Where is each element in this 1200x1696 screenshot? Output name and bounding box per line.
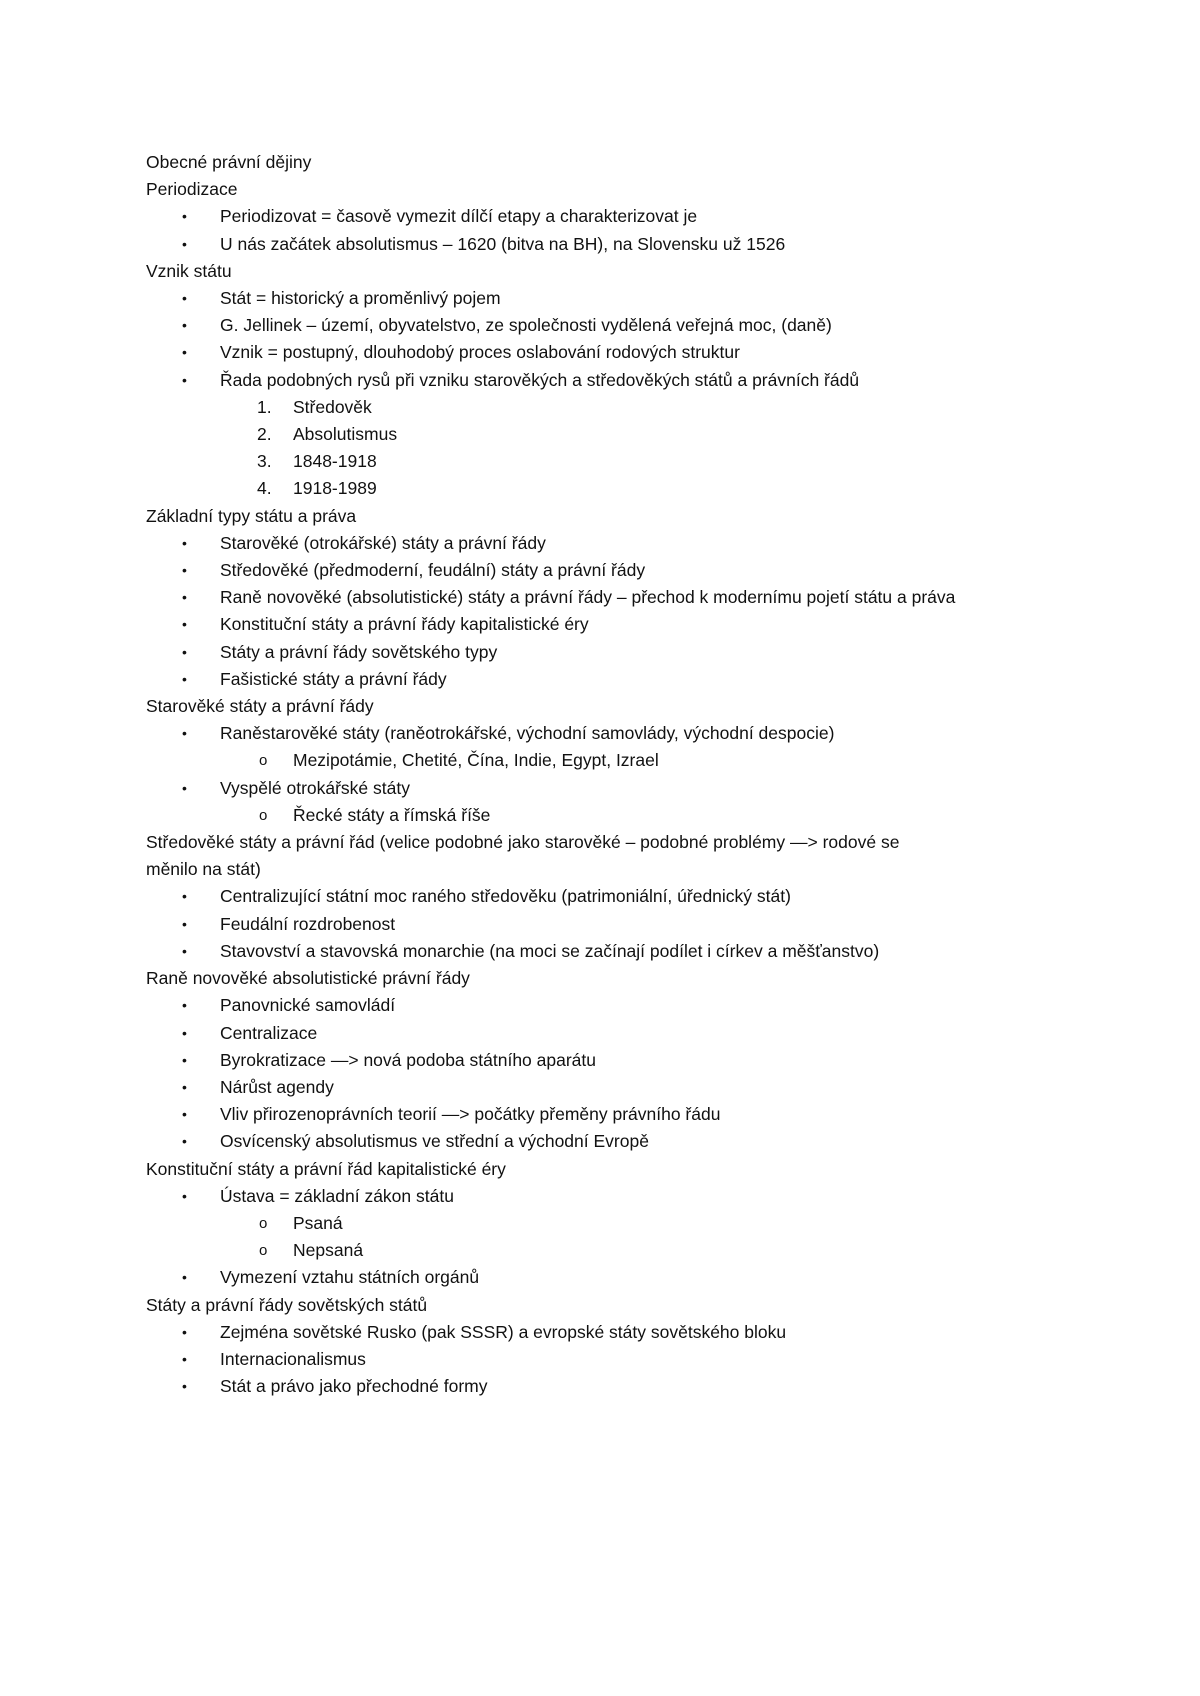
- line-text: Stát a právo jako přechodné formy: [220, 1376, 488, 1397]
- bullet-marker: •: [182, 779, 187, 796]
- bullet-item: [146, 557, 1046, 584]
- bullet-marker: •: [182, 1350, 187, 1367]
- list-marker: o: [259, 1214, 268, 1232]
- line-text: Psaná: [293, 1212, 343, 1233]
- line-text: Stavovství a stavovská monarchie (na moci se začínají podílet i církev a měšťanstvo): [220, 940, 880, 961]
- bullet-marker: •: [182, 942, 187, 959]
- bullet-marker: •: [182, 1187, 187, 1204]
- bullet-item: [146, 1047, 1046, 1074]
- bullet-marker: •: [182, 888, 187, 905]
- bullet-marker: •: [182, 317, 187, 334]
- document-body: [146, 149, 1046, 1400]
- bullet-item: [146, 584, 1046, 611]
- section-heading: [146, 693, 1046, 720]
- line-text: Periodizace: [146, 179, 238, 200]
- sub-bullet-item: [146, 1237, 1046, 1264]
- bullet-marker: •: [182, 643, 187, 660]
- list-marker: o: [259, 806, 268, 824]
- bullet-marker: •: [182, 562, 187, 579]
- bullet-item: [146, 203, 1046, 230]
- bullet-marker: •: [182, 997, 187, 1014]
- line-text: Nepsaná: [293, 1240, 364, 1261]
- line-text: Konstituční státy a právní řád kapitalistické éry: [146, 1158, 506, 1179]
- bullet-marker: •: [182, 1078, 187, 1095]
- line-text: Vyspělé otrokářské státy: [220, 777, 410, 798]
- line-text: Vznik státu: [146, 260, 232, 281]
- bullet-item: [146, 992, 1046, 1019]
- list-marker: 1.: [257, 396, 272, 417]
- bullet-marker: •: [182, 1269, 187, 1286]
- bullet-marker: •: [182, 371, 187, 388]
- bullet-item: [146, 1183, 1046, 1210]
- line-text: Raně novověké absolutistické právní řády: [146, 968, 470, 989]
- bullet-marker: •: [182, 589, 187, 606]
- line-text: Periodizovat = časově vymezit dílčí etapy a charakterizovat je: [220, 206, 698, 227]
- line-text: Vliv přirozenoprávních teorií —> počátky přeměny právního řádu: [220, 1104, 721, 1125]
- section-heading: [146, 1292, 1046, 1319]
- bullet-item: [146, 1346, 1046, 1373]
- line-text: Absolutismus: [293, 424, 398, 445]
- bullet-item: [146, 1020, 1046, 1047]
- line-text: Státy a právní řády sovětských států: [146, 1294, 428, 1315]
- bullet-item: [146, 611, 1046, 638]
- line-text: Nárůst agendy: [220, 1076, 334, 1097]
- bullet-item: [146, 231, 1046, 258]
- section-heading: [146, 856, 1046, 883]
- line-text: U nás začátek absolutismus – 1620 (bitva na BH), na Slovensku už 1526: [220, 233, 786, 254]
- sub-bullet-item: [146, 802, 1046, 829]
- list-marker: 2.: [257, 424, 272, 445]
- bullet-item: [146, 530, 1046, 557]
- line-text: Panovnické samovládí: [220, 995, 396, 1016]
- line-text: Řecké státy a římská říše: [293, 804, 491, 825]
- line-text: Základní typy státu a práva: [146, 505, 357, 526]
- line-text: Raně novověké (absolutistické) státy a právní řády – přechod k modernímu pojetí státu a práva: [220, 587, 956, 608]
- bullet-item: [146, 339, 1046, 366]
- bullet-item: [146, 1101, 1046, 1128]
- section-heading: [146, 829, 1046, 856]
- bullet-marker: •: [182, 616, 187, 633]
- bullet-marker: •: [182, 344, 187, 361]
- list-marker: o: [259, 752, 268, 770]
- bullet-marker: •: [182, 1051, 187, 1068]
- line-text: Konstituční státy a právní řády kapitalistické éry: [220, 614, 589, 635]
- bullet-item: [146, 1373, 1046, 1400]
- bullet-item: [146, 312, 1046, 339]
- line-text: Raněstarověké státy (raněotrokářské, východní samovlády, východní despocie): [220, 723, 835, 744]
- bullet-marker: •: [182, 1024, 187, 1041]
- line-text: Středověk: [293, 396, 372, 417]
- line-text: měnilo na stát): [146, 859, 261, 880]
- list-marker: 4.: [257, 478, 272, 499]
- bullet-marker: •: [182, 1106, 187, 1123]
- bullet-marker: •: [182, 725, 187, 742]
- bullet-marker: •: [182, 1378, 187, 1395]
- line-text: Obecné právní dějiny: [146, 152, 312, 172]
- bullet-item: [146, 666, 1046, 693]
- list-marker: o: [259, 1242, 268, 1260]
- bullet-marker: •: [182, 235, 187, 252]
- bullet-item: [146, 938, 1046, 965]
- line-text: Mezipotámie, Chetité, Čína, Indie, Egypt, Izrael: [293, 750, 659, 771]
- line-text: Internacionalismus: [220, 1348, 366, 1369]
- line-text: Fašistické státy a právní řády: [220, 668, 447, 689]
- section-heading: [146, 1156, 1046, 1183]
- line-text: Státy a právní řády sovětského typy: [220, 641, 498, 662]
- numbered-item: [146, 475, 1046, 502]
- bullet-item: [146, 639, 1046, 666]
- line-text: Centralizace: [220, 1022, 318, 1043]
- line-text: Stát = historický a proměnlivý pojem: [220, 288, 501, 309]
- sub-bullet-item: [146, 1210, 1046, 1237]
- bullet-marker: •: [182, 290, 187, 307]
- section-heading: [146, 149, 1046, 176]
- numbered-item: [146, 394, 1046, 421]
- bullet-item: [146, 285, 1046, 312]
- section-heading: [146, 258, 1046, 285]
- bullet-marker: •: [182, 1133, 187, 1150]
- line-text: 1848-1918: [293, 451, 377, 472]
- bullet-marker: •: [182, 1323, 187, 1340]
- section-heading: [146, 503, 1046, 530]
- line-text: Zejména sovětské Rusko (pak SSSR) a evropské státy sovětského bloku: [220, 1321, 787, 1342]
- line-text: Řada podobných rysů při vzniku starověkých a středověkých států a právních řádů: [220, 369, 860, 390]
- line-text: Starověké (otrokářské) státy a právní řády: [220, 532, 546, 553]
- numbered-item: [146, 421, 1046, 448]
- line-text: Vznik = postupný, dlouhodobý proces oslabování rodových struktur: [220, 342, 740, 363]
- bullet-marker: •: [182, 915, 187, 932]
- numbered-item: [146, 448, 1046, 475]
- bullet-item: [146, 367, 1046, 394]
- line-text: Starověké státy a právní řády: [146, 696, 374, 717]
- line-text: Středověké státy a právní řád (velice podobné jako starověké – podobné problémy —> rodové se: [146, 832, 900, 853]
- bullet-item: [146, 1264, 1046, 1291]
- line-text: Osvícenský absolutismus ve střední a východní Evropě: [220, 1131, 649, 1152]
- bullet-item: [146, 720, 1046, 747]
- section-heading: [146, 965, 1046, 992]
- list-marker: 3.: [257, 451, 272, 472]
- line-text: Feudální rozdrobenost: [220, 913, 396, 934]
- section-heading: [146, 176, 1046, 203]
- line-text: Ústava = základní zákon státu: [220, 1185, 454, 1206]
- bullet-item: [146, 775, 1046, 802]
- bullet-item: [146, 1074, 1046, 1101]
- bullet-marker: •: [182, 670, 187, 687]
- bullet-item: [146, 911, 1046, 938]
- line-text: G. Jellinek – území, obyvatelstvo, ze společnosti vydělená veřejná moc, (daně): [220, 315, 832, 336]
- line-text: Vymezení vztahu státních orgánů: [220, 1267, 480, 1288]
- bullet-marker: •: [182, 534, 187, 551]
- line-text: 1918-1989: [293, 478, 377, 499]
- bullet-item: [146, 883, 1046, 910]
- line-text: Středověké (předmoderní, feudální) státy a právní řády: [220, 560, 646, 581]
- sub-bullet-item: [146, 747, 1046, 774]
- bullet-item: [146, 1128, 1046, 1155]
- line-text: Byrokratizace —> nová podoba státního aparátu: [220, 1049, 597, 1070]
- bullet-item: [146, 1319, 1046, 1346]
- bullet-marker: •: [182, 208, 187, 225]
- line-text: Centralizující státní moc raného středověku (patrimoniální, úřednický stát): [220, 886, 791, 907]
